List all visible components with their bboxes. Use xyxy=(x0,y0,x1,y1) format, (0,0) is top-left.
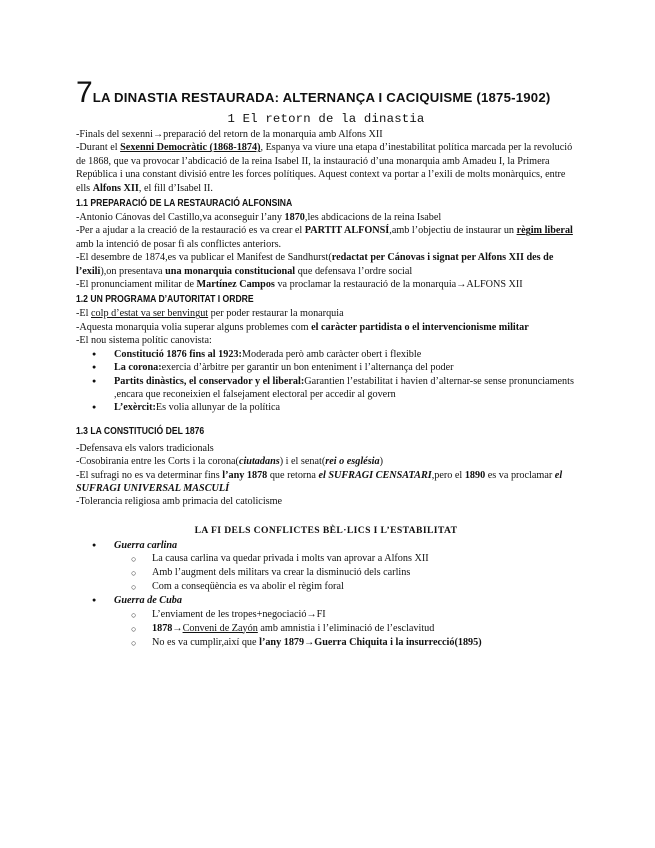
list-item: ○ Com a conseqüència es va abolir el règim foral xyxy=(76,580,576,594)
list-item: ● La corona:exercia d’àrbitre per garantir un bon enteniment i l’alternança del poder xyxy=(76,361,576,374)
heading-conflicts: LA FI DELS CONFLICTES BÈL·LICS I L’ESTABILITAT xyxy=(194,524,458,536)
page-title xyxy=(76,78,576,108)
s11-paragraph-2: -Per a ajudar a la creació de la restauració es va crear el PARTIT ALFONSÍ,amb l’objectiu de instaurar un règim liberal amb la intenció de posar fi als conflictes anteriors. xyxy=(76,225,573,250)
section-subtitle: 1 El retorn de la dinastia xyxy=(227,112,425,126)
canovista-system-list xyxy=(76,348,576,415)
list-item: ○ No es va cumplir,així que l’any 1879→Guerra Chiquita i la insurrecció(1895) xyxy=(76,636,576,650)
intro-line-2: -Durant el Sexenni Democràtic (1868-1874), Espanya va viure una etapa d’inestabilitat política marcada per la revolució de 1868, que va provocar l’abdicació de la reina Isabel II, la instauració d’una monarquia amb Amadeu I, la Primera República i una constant divisió entre les forces polítiques. Aquest context va portar a l’exili de molts monàrquics, entre ells Alfons XII, el fill d’Isabel II. xyxy=(76,142,573,194)
conflicts-list xyxy=(76,539,576,552)
s11-paragraph-3: -El desembre de 1874,es va publicar el Manifest de Sandhurst(redactat per Cánovas i signat per Alfons XII des de l’exili),on presentava una monarquia constitucional que defensava l’ordre social xyxy=(76,252,554,277)
document-page xyxy=(76,78,576,650)
list-item: ○ La causa carlina va quedar privada i molts van aprovar a Alfons XII xyxy=(76,552,576,566)
title-text: LA DINASTIA RESTAURADA: ALTERNANÇA I CACIQUISME (1875-1902) xyxy=(92,90,551,105)
title-number: 7 xyxy=(76,76,93,109)
heading-1-2: 1.2 UN PROGRAMA D’AUTORITAT I ORDRE xyxy=(76,293,254,306)
s13-paragraph-3: -El sufragi no es va determinar fins l’any 1878 que retorna el SUFRAGI CENSATARI,pero el 1890 es va proclamar el SUFRAGI UNIVERSAL MASCULÍ xyxy=(76,469,563,494)
s12-paragraph-2: -Aquesta monarquia volia superar alguns problemes com el caràcter partidista o el intervencionisme militar xyxy=(76,321,529,333)
list-item: ● L’exèrcit:Es volia allunyar de la política xyxy=(76,401,576,414)
s13-paragraph-4: -Tolerancia religiosa amb primacia del catolicisme xyxy=(76,496,283,508)
intro-line-1: -Finals del sexenni→preparació del retorn de la monarquia amb Alfons XII xyxy=(76,129,383,140)
s13-paragraph-2: -Cosobirania entre les Corts i la corona(ciutadans) i el senat(rei o església) xyxy=(76,456,383,468)
conflicts-list-2 xyxy=(76,594,576,607)
s13-paragraph-1: -Defensava els valors tradicionals xyxy=(76,442,214,454)
sexenni-term: Sexenni Democràtic (1868-1874) xyxy=(120,142,261,154)
carlina-sublist xyxy=(76,552,576,594)
heading-1-1: 1.1 PREPARACIÓ DE LA RESTAURACIÓ ALFONSINA xyxy=(76,197,293,210)
list-item-guerra-carlina: ● Guerra carlina xyxy=(76,539,576,552)
list-item: ○ Amb l’augment dels militars va crear la disminució dels carlins xyxy=(76,566,576,580)
list-item: ● Constitució 1876 fins al 1923:Moderada però amb caràcter obert i flexible xyxy=(76,348,576,361)
list-item: ○ 1878→Conveni de Zayón amb amnistia i l’eliminació de l’esclavitud xyxy=(76,622,576,636)
cuba-sublist xyxy=(76,608,576,650)
s12-paragraph-1: -El colp d’estat va ser benvingut per poder restaurar la monarquia xyxy=(76,308,344,320)
heading-1-3: 1.3 LA CONSTITUCIÓ DEL 1876 xyxy=(76,424,205,437)
s11-paragraph-1: -Antonio Cánovas del Castillo,va aconseguir l’any 1870,les abdicacions de la reina Isabel xyxy=(76,212,442,224)
s12-paragraph-3: -El nou sistema polític canovista: xyxy=(76,335,212,347)
list-item: ○ L’enviament de les tropes+negociació→FI xyxy=(76,608,576,622)
s11-paragraph-4: -El pronunciament militar de Martínez Campos va proclamar la restauració de la monarquia→ALFONS XII xyxy=(76,279,523,291)
list-item: ● Partits dinàstics, el conservador y el liberal:Garantien l’estabilitat i havien d’alternar-se sense pronunciaments ,encara que reconeixien el falsejament electoral per accedir al govern xyxy=(76,375,576,402)
list-item-guerra-cuba: ● Guerra de Cuba xyxy=(76,594,576,607)
